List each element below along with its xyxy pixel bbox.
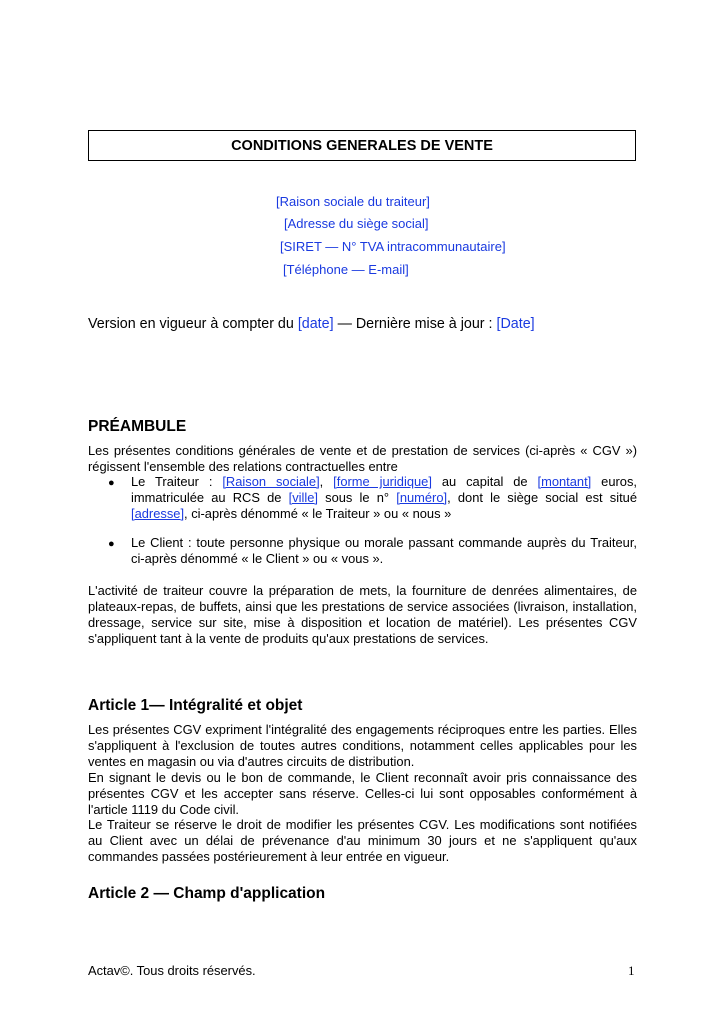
version-prefix: Version en vigueur à compter du bbox=[88, 316, 298, 332]
bullet-traiteur: Le Traiteur : [Raison sociale], [forme juridique] au capital de [montant] euros, immatriculée au RCS de [ville] sous le n° [numéro], dont le siège social est situé [adresse], ci-après dénommé « le Traiteur » ou « nous » bbox=[131, 474, 637, 521]
bullet-marker: ● bbox=[108, 538, 115, 550]
activity-paragraph: L'activité de traiteur couvre la préparation de mets, la fourniture de denrées alimentaires, de plateaux-repas, de buffets, ainsi que les prestations de service associées (livraison, installation, dressage, service sur site, mise à disposition et location de matériel). Les présentes CGV s'appliquent tant à la vente de produits qu'aux prestations de services. bbox=[88, 583, 637, 646]
company-address-placeholder: [Adresse du siège social] bbox=[284, 216, 429, 231]
version-line bbox=[88, 316, 535, 332]
numero-placeholder: [numéro] bbox=[396, 490, 448, 505]
preambule-intro: Les présentes conditions générales de vente et de prestation de services (ci-après « CGV ») régissent l'ensemble des relations contractuelles entre bbox=[88, 443, 637, 474]
montant-placeholder: [montant] bbox=[537, 474, 592, 489]
ville-placeholder: [ville] bbox=[288, 490, 318, 505]
footer-copyright: Actav©. Tous droits réservés. bbox=[88, 963, 256, 978]
forme-juridique-placeholder: [forme juridique] bbox=[333, 474, 432, 489]
bullet-marker: ● bbox=[108, 477, 115, 489]
article1-paragraph-1: Les présentes CGV expriment l'intégralité des engagements réciproques entre les parties. Elles s'appliquent à l'exclusion de toutes autres conditions, notamment celles applicables pour les ventes en magasin ou via d'autres circuits de distribution. bbox=[88, 722, 637, 769]
document-title: CONDITIONS GENERALES DE VENTE bbox=[231, 137, 493, 154]
article1-paragraph-2: En signant le devis ou le bon de commande, le Client reconnaît avoir pris connaissance des présentes CGV et les accepter sans réserve. Celles-ci lui sont opposables conformément à l'article 1119 du Code civil. bbox=[88, 770, 637, 817]
article1-paragraph-3: Le Traiteur se réserve le droit de modifier les présentes CGV. Les modifications sont notifiées au Client avec un délai de prévenance d'au minimum 30 jours et ne s'appliquent qu'aux commandes passées postérieurement à leur entrée en vigueur. bbox=[88, 817, 637, 864]
document-title-box bbox=[88, 130, 636, 161]
article1-heading: Article 1— Intégralité et objet bbox=[88, 697, 303, 714]
version-middle: — Dernière mise à jour : bbox=[333, 316, 497, 332]
raison-sociale-placeholder: [Raison sociale] bbox=[222, 474, 320, 489]
update-date-placeholder: [Date] bbox=[496, 316, 535, 332]
bullet-client: Le Client : toute personne physique ou morale passant commande auprès du Traiteur, ci-après dénommé « le Client » ou « vous ». bbox=[131, 535, 637, 566]
preambule-heading: PRÉAMBULE bbox=[88, 418, 187, 435]
page-number: 1 bbox=[628, 963, 635, 978]
company-contact-placeholder: [Téléphone — E-mail] bbox=[283, 262, 409, 277]
company-name-placeholder: [Raison sociale du traiteur] bbox=[276, 194, 430, 209]
version-date-placeholder: [date] bbox=[297, 316, 334, 332]
adresse-placeholder: [adresse] bbox=[131, 506, 185, 521]
article2-heading: Article 2 — Champ d'application bbox=[88, 885, 326, 902]
company-siret-placeholder: [SIRET — N° TVA intracommunautaire] bbox=[280, 239, 506, 254]
